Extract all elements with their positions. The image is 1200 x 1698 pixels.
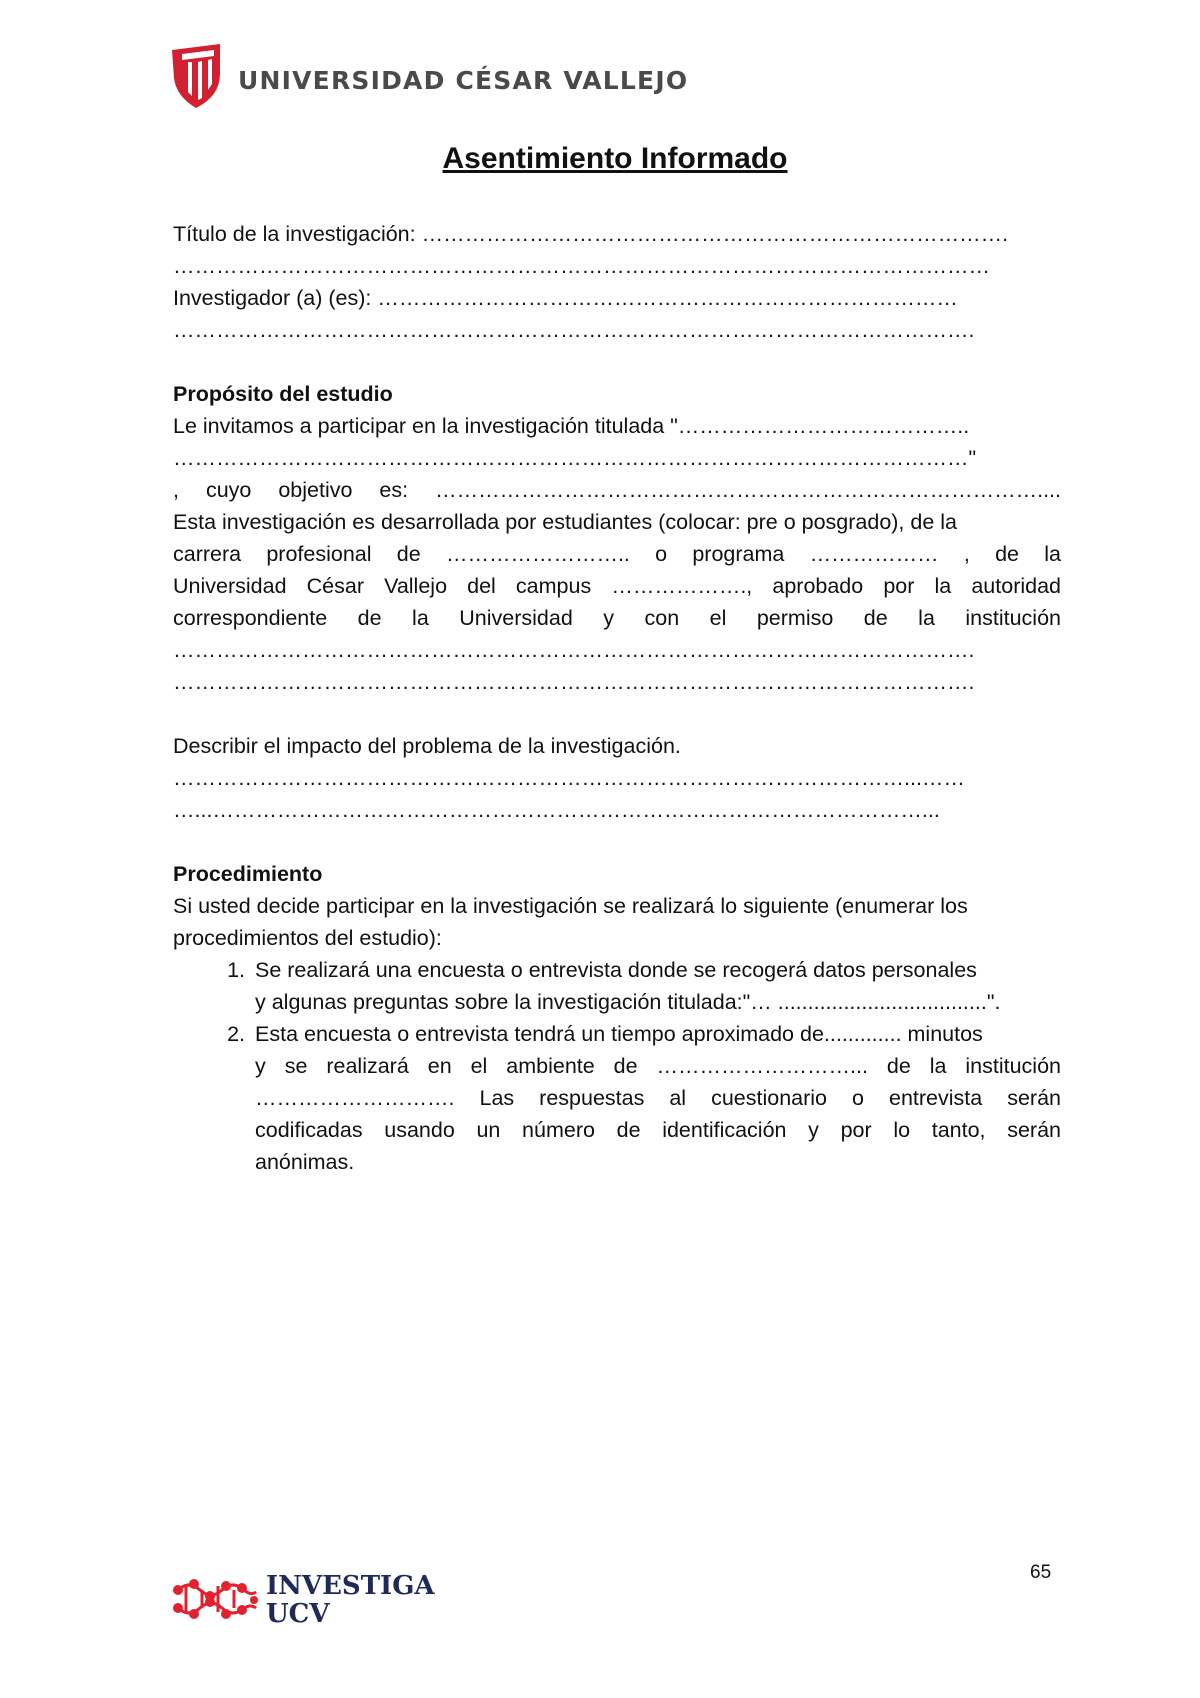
list-item-number: 1. <box>227 958 245 982</box>
procedimiento-intro: Si usted decide participar en la investigación se realizará lo siguiente (enumerar los <box>173 894 968 918</box>
procedimiento-heading: Procedimiento <box>173 862 323 886</box>
impacto-line: …...………………………………………………………………………………………... <box>173 798 940 822</box>
titulo-field: Título de la investigación: ………………………………………………………………………. <box>173 222 1009 246</box>
investigador-field-continuation: …………………………………………………………………………………………………. <box>173 318 975 342</box>
footer-logo-line2: UCV <box>266 1599 330 1629</box>
list-item-line: Esta encuesta o entrevista tendrá un tiempo aproximado de............. minutos <box>255 1022 983 1046</box>
titulo-field-continuation: …………………………………………………………………………………………………… <box>173 254 990 278</box>
proposito-line: …………………………………………………………………………………………………. <box>173 670 975 694</box>
list-item-line: codificadas usando un número de identificación y por lo tanto, serán <box>255 1118 1061 1142</box>
impacto-text: Describir el impacto del problema de la investigación. <box>173 734 681 758</box>
impacto-line: …………………………………………………………………………………………...…… <box>173 766 965 790</box>
proposito-line: Esta investigación es desarrollada por estudiantes (colocar: pre o posgrado), de la <box>173 510 958 534</box>
list-item-number: 2. <box>227 1022 245 1046</box>
proposito-line: Universidad César Vallejo del campus ………………., aprobado por la autoridad <box>173 574 1061 598</box>
list-item-line: y se realizará en el ambiente de ………………………... de la institución <box>255 1054 1061 1078</box>
procedimiento-intro: procedimientos del estudio): <box>173 926 442 950</box>
header-logo <box>170 44 688 108</box>
page-number: 65 <box>1030 1562 1052 1583</box>
footer-logo <box>172 1572 435 1628</box>
ucv-shield-logo-icon <box>170 44 226 108</box>
proposito-line: carrera profesional de …………………….. o programa ……………… , de la <box>173 542 1061 566</box>
proposito-line: correspondiente de la Universidad y con el permiso de la institución <box>173 606 1061 630</box>
proposito-heading: Propósito del estudio <box>173 382 393 406</box>
footer-logo-line1: INVESTIGA <box>266 1571 435 1601</box>
list-item-line: anónimas. <box>255 1150 355 1174</box>
university-name: UNIVERSIDAD CÉSAR VALLEJO <box>238 65 689 95</box>
investigador-field: Investigador (a) (es): ……………………………………………………………………… <box>173 286 958 310</box>
page-title: Asentimiento Informado <box>442 142 788 175</box>
list-item-line: y algunas preguntas sobre la investigación titulada:"… ...................................". <box>255 990 1001 1014</box>
list-item-line: ………………………. Las respuestas al cuestionario o entrevista serán <box>255 1086 1061 1110</box>
investiga-ucv-logo-icon <box>172 1574 258 1626</box>
proposito-line: , cuyo objetivo es: ………………………………………………………………………….... <box>173 478 1061 502</box>
proposito-line: …………………………………………………………………………………………………. <box>173 638 975 662</box>
proposito-line: Le invitamos a participar en la investigación titulada "………………………………….. <box>173 414 970 438</box>
list-item <box>173 954 1061 1018</box>
list-item <box>173 1018 1061 1178</box>
document-body <box>173 218 1061 1178</box>
proposito-line: …………………………………………………………………………………………………" <box>173 446 977 470</box>
list-item-line: Se realizará una encuesta o entrevista donde se recogerá datos personales <box>255 958 977 982</box>
